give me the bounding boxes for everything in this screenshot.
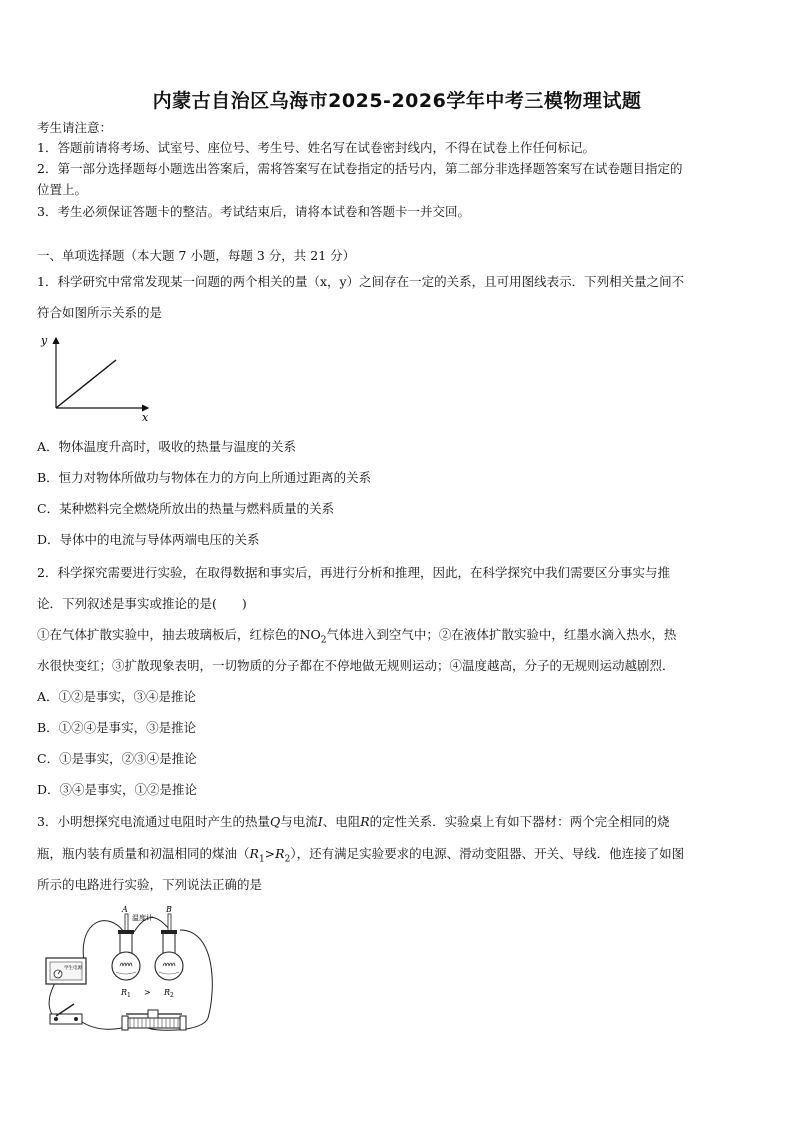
q3-stem-line2 <box>37 844 759 865</box>
q3-line1-part-b: 与电流 <box>280 814 318 829</box>
q1-option-d: D．导体中的电流与导体两端电压的关系 <box>37 532 260 547</box>
notice-item-2: 2．第一部分选择题每小题选出答案后，需将答案写在试卷指定的括号内，第二部分非选择题答案写在试卷题目指定的 <box>37 161 683 176</box>
q2-stem-line3 <box>37 625 759 646</box>
flask-a <box>112 930 140 980</box>
q2-line3-part-a: ①在气体扩散实验中，抽去玻璃板后，红棕色的NO <box>37 627 321 642</box>
q2-option-a: A．①②是事实，③④是推论 <box>37 689 197 704</box>
q2-option-c: C．①是事实，②③④是推论 <box>37 751 197 766</box>
q3-line1-part-c: 、电阻 <box>322 814 361 829</box>
r2-label: $R_2$ <box>164 988 174 999</box>
y-axis-label: y <box>41 334 48 347</box>
graph-line <box>56 360 116 408</box>
sliding-rheostat <box>122 1010 186 1030</box>
q2-stem-line4: 水很快变红；③扩散现象表明，一切物质的分子都在不停地做无规则运动；④温度越高，分子的无规则运动越剧烈． <box>37 658 675 673</box>
page-title: 内蒙古自治区乌海市2025-2026学年中考三模物理试题 <box>152 90 642 112</box>
q1-option-c: C．某种燃料完全燃烧所放出的热量与燃料质量的关系 <box>37 501 335 516</box>
q3-stem-line3: 所示的电路进行实验，下列说法正确的是 <box>37 877 263 892</box>
thermometer-label: 温度计 <box>132 914 153 922</box>
notice-item-2-cont: 位置上。 <box>37 182 88 197</box>
q1-option-b: B．恒力对物体所做功与物体在力的方向上所通过距离的关系 <box>37 470 372 485</box>
q3-line2-part-b: ），还有满足实验要求的电源、滑动变阻器、开关、导线．他连接了如图 <box>290 846 685 861</box>
switch <box>50 1004 82 1024</box>
q3-line1-part-a: 3．小明想探究电流通过电阻时产生的热量 <box>37 814 270 829</box>
symbol-r2: R <box>275 846 285 861</box>
symbol-r: R <box>360 814 370 829</box>
q1-option-a: A．物体温度升高时，吸收的热量与温度的关系 <box>37 439 297 454</box>
q2-stem-line2: 论．下列叙述是事实或推论的是( ) <box>37 596 247 611</box>
symbol-r2-sub: 2 <box>284 854 291 865</box>
q1-stem-line1: 1．科学研究中常常发现某一问题的两个相关的量（x，y）之间存在一定的关系，且可用图线表示．下列相关量之间不 <box>37 274 685 289</box>
q3-line2-part-a: 瓶，瓶内装有质量和初温相同的煤油（ <box>37 846 250 861</box>
no2-subscript: 2 <box>320 635 327 646</box>
symbol-q: Q <box>269 814 281 829</box>
compare-symbol: > <box>144 988 151 997</box>
section-heading: 一、单项选择题（本大题 7 小题，每题 3 分，共 21 分） <box>37 248 356 263</box>
q2-option-b: B．①②④是事实，③是推论 <box>37 720 197 735</box>
q1-linear-graph <box>36 332 156 424</box>
q2-option-d: D．③④是事实，①②是推论 <box>37 782 198 797</box>
notice-item-1: 1．答题前请将考场、试室号、座位号、考生号、姓名写在试卷密封线内，不得在试卷上作任何标记。 <box>37 140 595 155</box>
q3-circuit-diagram <box>38 900 218 1042</box>
greater-than: > <box>264 846 276 861</box>
q2-stem-line1: 2．科学探究需要进行实验，在取得数据和事实后，再进行分析和推理，因此，在科学探究中我们需要区分事实与推 <box>37 565 670 580</box>
label-b: B <box>166 905 172 914</box>
notice-header: 考生请注意： <box>37 120 113 135</box>
q1-stem-line2: 符合如图所示关系的是 <box>37 305 163 320</box>
symbol-i: I <box>317 814 323 829</box>
r1-label: $R_1$ <box>121 988 131 999</box>
q2-line3-part-b: 气体进入到空气中；②在液体扩散实验中，红墨水滴入热水，热 <box>326 627 677 642</box>
power-supply-label: 学生电源 <box>64 966 82 971</box>
symbol-r1-sub: 1 <box>258 854 265 865</box>
notice-item-3: 3．考生必须保证答题卡的整洁。考试结束后，请将本试卷和答题卡一并交回。 <box>37 204 470 219</box>
q3-line1-part-d: 的定性关系．实验桌上有如下器材：两个完全相同的烧 <box>369 814 670 829</box>
q3-stem-line1 <box>37 812 759 830</box>
flask-b <box>155 930 183 980</box>
symbol-r1: R <box>249 846 259 861</box>
label-a: A <box>122 905 128 914</box>
x-axis-label: x <box>142 411 149 424</box>
